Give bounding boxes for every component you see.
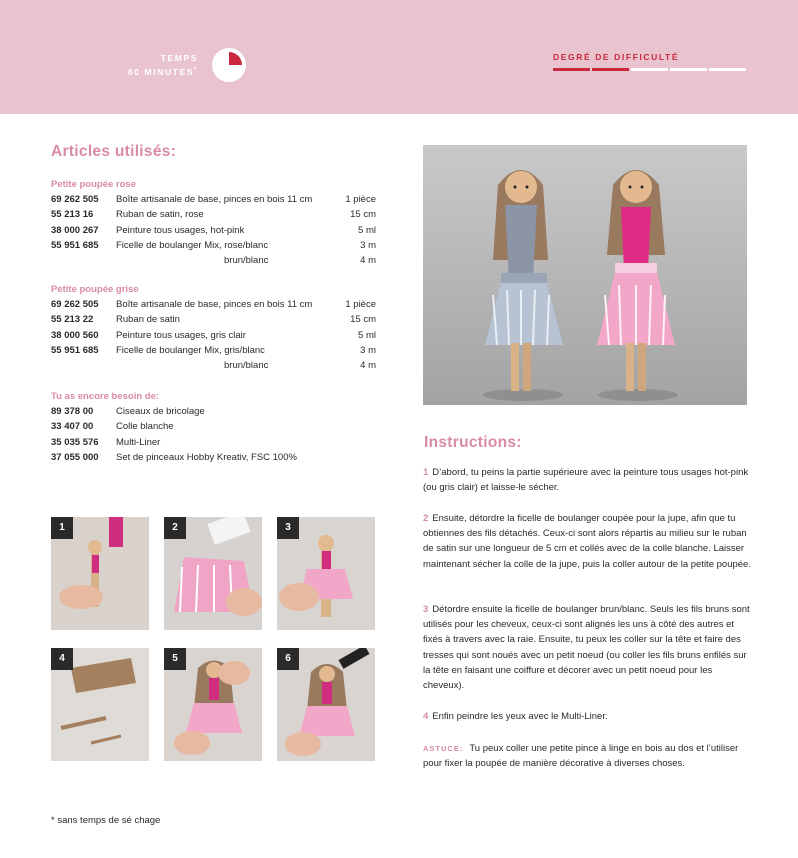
article-quantity: 15 cm bbox=[350, 314, 376, 326]
article-number: 37 055 000 bbox=[51, 451, 99, 463]
article-quantity: 5 ml bbox=[358, 329, 376, 341]
instruction-step bbox=[423, 465, 753, 495]
article-number: 38 000 267 bbox=[51, 224, 99, 236]
step-photo bbox=[277, 517, 375, 630]
material-row bbox=[51, 450, 376, 465]
footnote bbox=[51, 815, 160, 826]
difficulty-label: DEGRÉ DE DIFFICULTÉ bbox=[553, 52, 680, 62]
instructions-title: Instructions: bbox=[424, 434, 522, 451]
material-row bbox=[51, 404, 376, 419]
article-quantity bbox=[316, 419, 376, 434]
tip-label: ASTUCE: bbox=[423, 744, 464, 753]
article-description: brun/blanc bbox=[224, 255, 269, 267]
material-row bbox=[51, 297, 376, 312]
material-row bbox=[51, 435, 376, 450]
article-description: Ciseaux de bricolage bbox=[116, 406, 205, 417]
materials-pink-section bbox=[51, 177, 376, 268]
article-description: Ficelle de boulanger Mix, gris/blanc bbox=[116, 344, 265, 356]
section-title: Petite poupée grise bbox=[51, 284, 139, 295]
materials-title: Articles utilisés: bbox=[51, 143, 177, 160]
article-number: 55 213 22 bbox=[51, 314, 94, 326]
step-photo bbox=[51, 648, 149, 761]
step-photo bbox=[164, 648, 262, 761]
material-row bbox=[51, 223, 376, 238]
article-quantity bbox=[316, 435, 376, 450]
article-description: Ruban de satin, rose bbox=[116, 209, 204, 221]
article-number: 35 035 576 bbox=[51, 436, 99, 448]
instruction-text: Enfin peindre les yeux avec le Multi-Liner. bbox=[432, 711, 608, 722]
time-footnote-mark: * bbox=[194, 67, 198, 73]
instruction-number: 3 bbox=[423, 604, 429, 615]
article-number: 38 000 560 bbox=[51, 329, 99, 341]
article-description: brun/blanc bbox=[224, 360, 269, 372]
article-quantity: 1 pièce bbox=[345, 299, 376, 310]
step-number: 4 bbox=[51, 648, 73, 670]
section-title: Petite poupée rose bbox=[51, 179, 136, 190]
material-row bbox=[51, 192, 376, 207]
material-row bbox=[51, 253, 376, 268]
article-description: Set de pinceaux Hobby Kreativ, FSC 100% bbox=[116, 451, 297, 463]
step-number: 5 bbox=[164, 648, 186, 670]
difficulty-bar bbox=[670, 68, 707, 71]
article-quantity: 5 ml bbox=[358, 224, 376, 236]
instruction-number: 1 bbox=[423, 467, 429, 478]
material-row bbox=[51, 238, 376, 253]
tip-text: Tu peux coller une petite pince à linge en bois au dos et l’utiliser pour fixer la poupée de manière décorative à diverses choses. bbox=[423, 743, 739, 770]
difficulty-bars bbox=[553, 68, 746, 71]
article-quantity: 3 m bbox=[360, 239, 376, 251]
tip-paragraph bbox=[423, 741, 753, 771]
time-indicator bbox=[96, 52, 198, 78]
article-number: 55 951 685 bbox=[51, 344, 99, 356]
material-row bbox=[51, 207, 376, 222]
instruction-text: Détordre ensuite la ficelle de boulanger brun/blanc. Seuls les fils bruns sont utilisés pour les cheveux, ceux-ci sont alignés les uns à côté des autres et fixés à travers avec la raie. Ensuite, tu peux les coller sur la tête et faire des tresses qui sont noués avec un petit noeud (ou coller les fils bruns enfilés sur la tête en faisant une coiffure et décorer avec un petit noeud pour les cheveux). bbox=[423, 604, 750, 692]
article-quantity: 1 pièce bbox=[345, 194, 376, 205]
article-number: 69 262 505 bbox=[51, 299, 99, 310]
instruction-step bbox=[423, 511, 753, 572]
article-description: Ruban de satin bbox=[116, 314, 180, 326]
material-row bbox=[51, 312, 376, 327]
step-photo bbox=[51, 517, 149, 630]
section-title: Tu as encore besoin de: bbox=[51, 391, 160, 402]
step-photo bbox=[277, 648, 375, 761]
article-quantity bbox=[316, 450, 376, 465]
article-number: 55 213 16 bbox=[51, 209, 94, 221]
article-description: Boîte artisanale de base, pinces en bois 11 cm bbox=[116, 194, 313, 205]
finished-dolls-photo bbox=[423, 145, 747, 405]
article-description: Boîte artisanale de base, pinces en bois 11 cm bbox=[116, 299, 313, 310]
article-number: 69 262 505 bbox=[51, 194, 99, 205]
difficulty-bar bbox=[631, 68, 668, 71]
article-number bbox=[51, 358, 116, 373]
article-quantity: 3 m bbox=[360, 344, 376, 356]
step-photo bbox=[164, 517, 262, 630]
time-label: TEMPS bbox=[160, 53, 198, 63]
instruction-text: D’abord, tu peins la partie supérieure avec la peinture tous usages hot-pink (ou gris clair) et laisse-le sécher. bbox=[423, 467, 749, 494]
article-number: 55 951 685 bbox=[51, 239, 99, 251]
difficulty-bar bbox=[592, 68, 629, 71]
article-description: Colle blanche bbox=[116, 421, 174, 433]
footnote-text: sans temps de sé chage bbox=[57, 815, 161, 826]
instruction-step bbox=[423, 709, 753, 724]
material-row bbox=[51, 328, 376, 343]
instruction-text: Ensuite, détordre la ficelle de boulanger coupée pour la jupe, afin que tu obtiennes des fils détachés. Ceux-ci sont alors répartis au milieu sur le ruban de satin sur une longueur de 5 cm et collés avec de la colle blanche. Laisser maintenant sécher la colle de la jupe, puis la coller autour de la petite poupée. bbox=[423, 513, 751, 570]
article-quantity: 4 m bbox=[360, 255, 376, 267]
article-number bbox=[51, 253, 116, 268]
material-row bbox=[51, 358, 376, 373]
article-quantity: 15 cm bbox=[350, 209, 376, 221]
article-description: Peinture tous usages, hot-pink bbox=[116, 224, 245, 236]
instruction-step bbox=[423, 602, 753, 693]
instruction-number: 2 bbox=[423, 513, 429, 524]
materials-grey-section bbox=[51, 282, 376, 373]
step-number: 3 bbox=[277, 517, 299, 539]
clock-icon bbox=[212, 48, 246, 82]
article-description: Peinture tous usages, gris clair bbox=[116, 329, 246, 341]
step-number: 2 bbox=[164, 517, 186, 539]
step-number: 6 bbox=[277, 648, 299, 670]
difficulty-bar bbox=[553, 68, 590, 71]
materials-extra-section bbox=[51, 389, 376, 465]
article-quantity: 4 m bbox=[360, 360, 376, 372]
article-description: Multi-Liner bbox=[116, 436, 161, 448]
article-number: 89 378 00 bbox=[51, 406, 94, 417]
article-quantity bbox=[316, 404, 376, 419]
time-value: 60 MINUTES bbox=[127, 66, 195, 77]
article-description: Ficelle de boulanger Mix, rose/blanc bbox=[116, 239, 269, 251]
difficulty-bar bbox=[709, 68, 746, 71]
step-number: 1 bbox=[51, 517, 73, 539]
instruction-number: 4 bbox=[423, 711, 429, 722]
material-row bbox=[51, 419, 376, 434]
material-row bbox=[51, 343, 376, 358]
article-number: 33 407 00 bbox=[51, 421, 94, 433]
footnote-mark: * bbox=[51, 815, 55, 826]
